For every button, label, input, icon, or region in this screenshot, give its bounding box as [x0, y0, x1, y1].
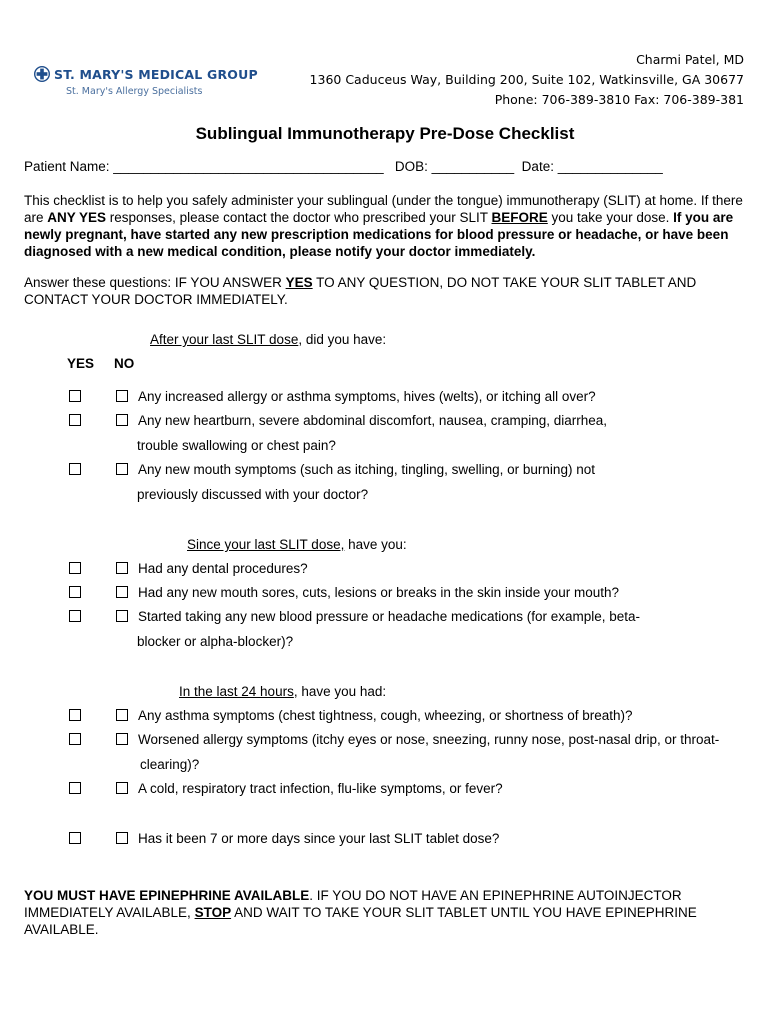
question-text: A cold, respiratory tract infection, flu-like symptoms, or fever? [138, 781, 503, 796]
q8-yes-checkbox[interactable] [69, 733, 81, 745]
header-contact [310, 50, 744, 110]
q6-no-checkbox[interactable] [116, 610, 128, 622]
epinephrine-warning: YOU MUST HAVE EPINEPHRINE AVAILABLE. IF YOU DO NOT HAVE AN EPINEPHRINE AUTOINJECTOR IMMEDIATELY AVAILABLE, STOP AND WAIT TO TAKE YOUR SLIT TABLET UNTIL YOU HAVE EPINEPHRINE AVAILABLE. [24, 888, 697, 937]
q1-yes-checkbox[interactable] [69, 390, 81, 402]
question-text: Any increased allergy or asthma symptoms, hives (welts), or itching all over? [138, 389, 596, 404]
question-text: Had any new mouth sores, cuts, lesions or breaks in the skin inside your mouth? [138, 585, 619, 600]
doctor-name: Charmi Patel, MD [636, 52, 744, 67]
phone-fax: Phone: 706-389-3810 Fax: 706-389-381 [494, 92, 744, 107]
q10-yes-checkbox[interactable] [69, 832, 81, 844]
question-text-continued: blocker or alpha-blocker)? [137, 634, 294, 649]
logo-subtitle: St. Mary's Allergy Specialists [66, 86, 203, 97]
page-title: Sublingual Immunotherapy Pre-Dose Checklist [195, 124, 575, 143]
q4-no-checkbox[interactable] [116, 562, 128, 574]
question-text-continued: previously discussed with your doctor? [137, 487, 369, 502]
q7-yes-checkbox[interactable] [69, 709, 81, 721]
q5-no-checkbox[interactable] [116, 586, 128, 598]
q10-no-checkbox[interactable] [116, 832, 128, 844]
q9-no-checkbox[interactable] [116, 782, 128, 794]
q6-yes-checkbox[interactable] [69, 610, 81, 622]
q4-yes-checkbox[interactable] [69, 562, 81, 574]
question-text-continued: clearing)? [140, 757, 200, 772]
q7-no-checkbox[interactable] [116, 709, 128, 721]
question-text: Any new mouth symptoms (such as itching, tingling, swelling, or burning) not [138, 462, 595, 477]
q8-no-checkbox[interactable] [116, 733, 128, 745]
no-column-header: NO [114, 356, 135, 371]
medical-cross-icon [34, 66, 50, 82]
q1-no-checkbox[interactable] [116, 390, 128, 402]
q3-no-checkbox[interactable] [116, 463, 128, 475]
q2-yes-checkbox[interactable] [69, 414, 81, 426]
question-text: Any new heartburn, severe abdominal discomfort, nausea, cramping, diarrhea, [138, 413, 607, 428]
clinic-logo [34, 66, 258, 97]
q9-yes-checkbox[interactable] [69, 782, 81, 794]
intro-paragraph: This checklist is to help you safely administer your sublingual (under the tongue) immunotherapy (SLIT) at home. If there are ANY YES responses, please contact the doctor who prescribed your SLIT BEFORE you take your dose. If you are newly pregnant, have started any new prescription medications for blood pressure or headache, or have been diagnosed with a new medical condition, please notify your doctor immediately. [24, 193, 743, 259]
q3-yes-checkbox[interactable] [69, 463, 81, 475]
instructions-paragraph: Answer these questions: IF YOU ANSWER YES TO ANY QUESTION, DO NOT TAKE YOUR SLIT TABLET AND CONTACT YOUR DOCTOR IMMEDIATELY. [24, 275, 697, 307]
clinic-address: 1360 Caduceus Way, Building 200, Suite 102, Watkinsville, GA 30677 [309, 72, 744, 87]
logo-name: ST. MARY'S MEDICAL GROUP [54, 66, 258, 82]
question-text: Started taking any new blood pressure or headache medications (for example, beta- [138, 609, 641, 624]
yes-column-header: YES [67, 356, 95, 371]
question-text: Has it been 7 or more days since your last SLIT tablet dose? [138, 831, 500, 846]
q5-yes-checkbox[interactable] [69, 586, 81, 598]
section-heading-after-dose: After your last SLIT dose, did you have: [150, 332, 387, 347]
question-text: Had any dental procedures? [138, 561, 308, 576]
question-text: Worsened allergy symptoms (itchy eyes or nose, sneezing, runny nose, post-nasal drip, or throat- [138, 732, 720, 747]
section-heading-last-24-hours: In the last 24 hours, have you had: [179, 684, 387, 699]
question-text-continued: trouble swallowing or chest pain? [137, 438, 336, 453]
patient-info-line[interactable]: Patient Name: ____________________________________ DOB: ___________ Date: ______________ [24, 159, 663, 174]
section-heading-since-dose: Since your last SLIT dose, have you: [187, 537, 407, 552]
question-text: Any asthma symptoms (chest tightness, cough, wheezing, or shortness of breath)? [138, 708, 633, 723]
q2-no-checkbox[interactable] [116, 414, 128, 426]
